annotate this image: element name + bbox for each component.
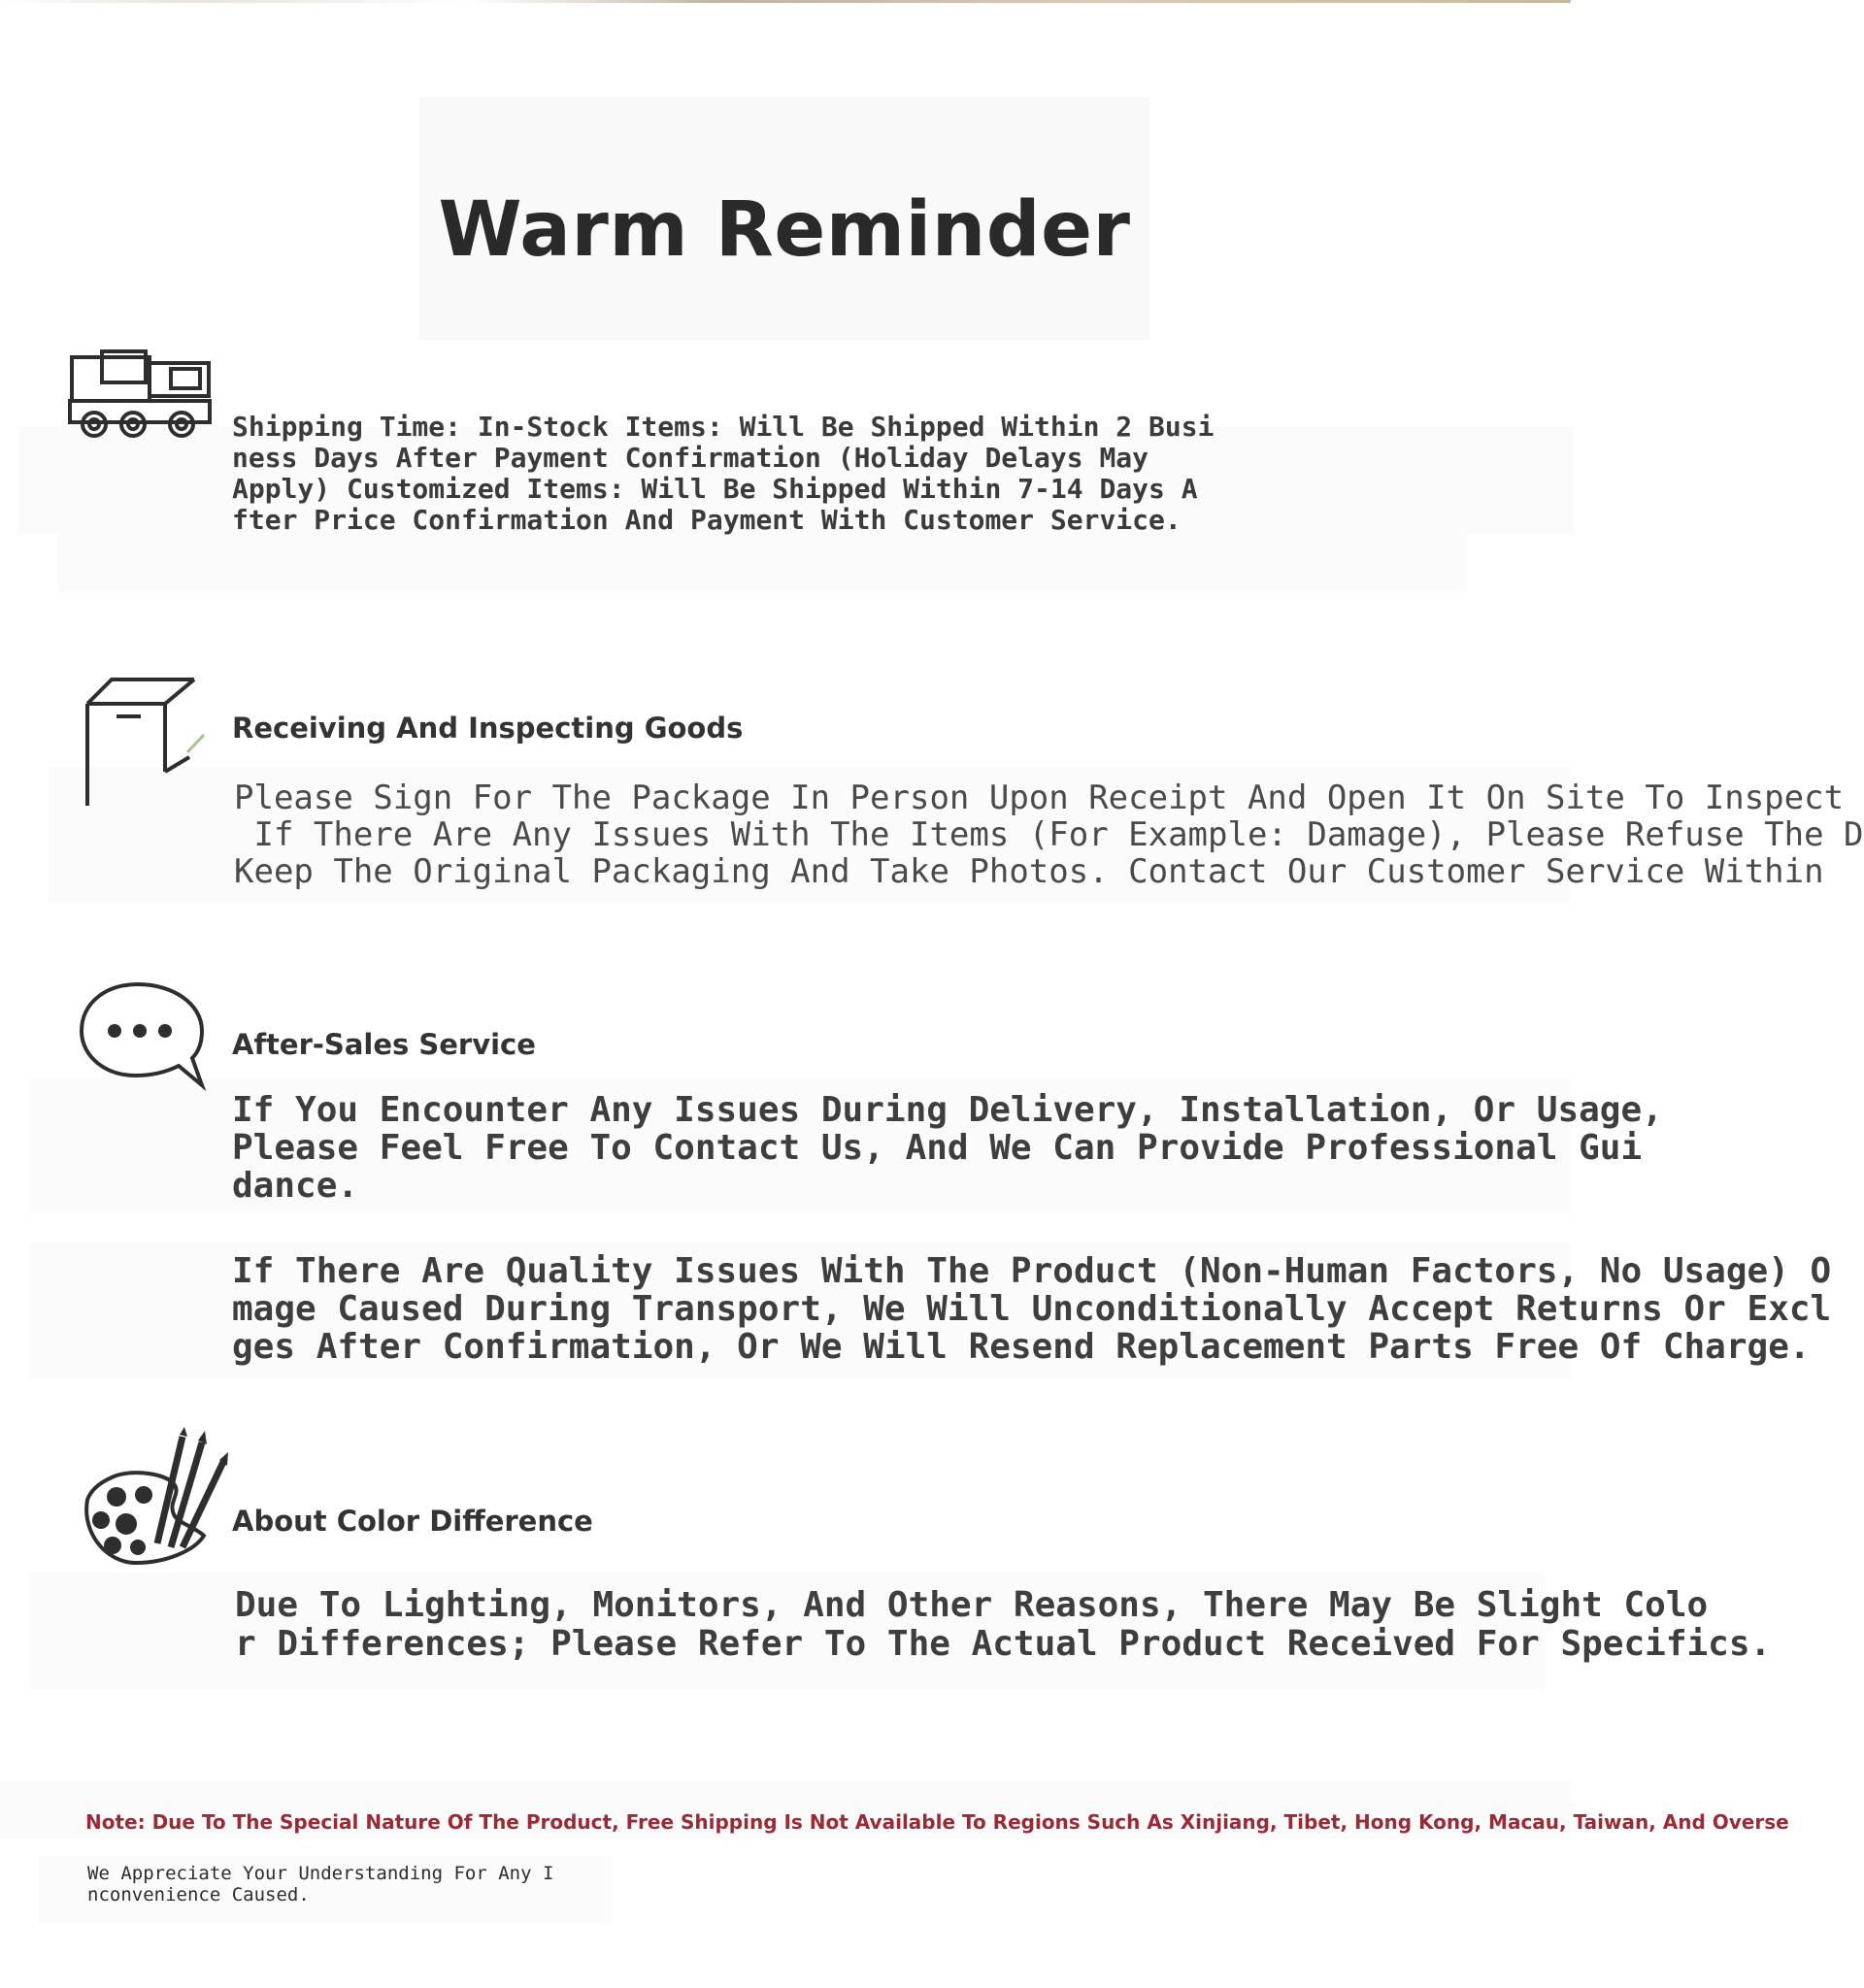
after-sales-heading: After-Sales Service <box>232 1028 536 1061</box>
receiving-heading: Receiving And Inspecting Goods <box>232 712 744 745</box>
top-image-strip <box>0 0 1571 3</box>
after-sales-text-1: If You Encounter Any Issues During Delivery, Installation, Or Usage, Please Feel Free To Contact Us, And We Can Provide Professional Gui dance. <box>232 1090 1663 1206</box>
color-difference-text: Due To Lighting, Monitors, And Other Reasons, There May Be Slight Colo r Differences; Please Refer To The Actual Product Received For Specifics. <box>235 1585 1772 1664</box>
shipping-note: Note: Due To The Special Nature Of The Product, Free Shipping Is Not Available To Regions Such As Xinjiang, Tibet, Hong Kong, Macau, Taiwan, And Overse <box>85 1810 1789 1834</box>
page-title: Warm Reminder <box>438 186 1131 274</box>
title-banner <box>419 97 1149 340</box>
palette-icon <box>78 1427 233 1568</box>
appreciation-text: We Appreciate Your Understanding For Any I nconvenience Caused. <box>87 1863 554 1905</box>
receiving-text: Please Sign For The Package In Person Upon Receipt And Open It On Site To Inspect If There Are Any Issues With The Items (For Example: Damage), Please Refuse The D Keep The Original Packaging And Take Photos. Contact Our Customer Service Within <box>234 779 1864 891</box>
after-sales-text-2: If There Are Quality Issues With The Product (Non-Human Factors, No Usage) O mage Caused During Transport, We Will Unconditionally Accept Returns Or Excl ges After Confirmation, Or We Will Resend Replacement Parts Free Of Charge. <box>232 1251 1832 1367</box>
truck-icon <box>68 349 214 442</box>
color-difference-heading: About Color Difference <box>232 1505 593 1538</box>
bg-panel <box>58 532 1466 592</box>
box-icon <box>83 675 214 811</box>
speech-bubble-icon <box>78 980 209 1092</box>
shipping-time-text: Shipping Time: In-Stock Items: Will Be Shipped Within 2 Busi ness Days After Payment Confirmation (Holiday Delays May Apply) Customized Items: Will Be Shipped Within 7-14 Days A fter Price Confirmation And Payment With Customer Service. <box>232 411 1215 536</box>
